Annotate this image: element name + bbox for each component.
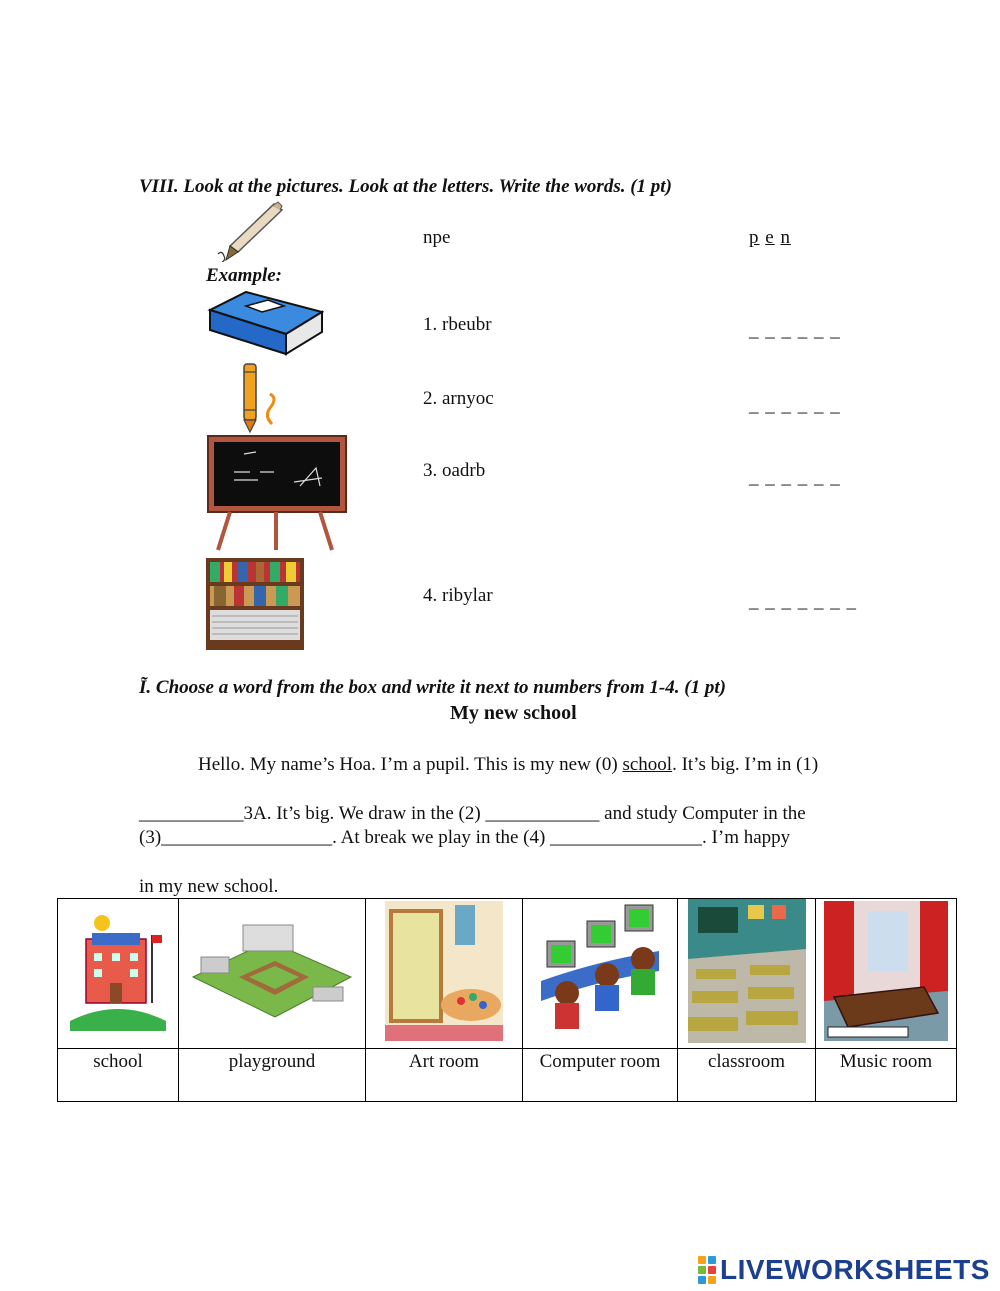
crayon-icon bbox=[236, 358, 284, 434]
passage-line-4: in my new school. bbox=[139, 876, 279, 897]
liveworksheets-logo bbox=[698, 1254, 990, 1286]
passage-title: My new school bbox=[450, 702, 577, 724]
word-box-label: Computer room bbox=[523, 1049, 678, 1102]
word-box-label: playground bbox=[179, 1049, 366, 1102]
example-letters: npe bbox=[423, 227, 451, 248]
word-box-label: school bbox=[58, 1049, 179, 1102]
logo-text: LIVEWORKSHEETS bbox=[720, 1254, 990, 1285]
word-box-table bbox=[57, 898, 957, 1102]
word-box-label: Music room bbox=[816, 1049, 957, 1102]
item-2-letters: 2. arnyoc bbox=[423, 388, 494, 409]
library-icon bbox=[204, 556, 306, 652]
picture-cell bbox=[678, 899, 816, 1049]
item-2-blanks[interactable]: _ _ _ _ _ _ bbox=[749, 395, 841, 416]
passage-line-2[interactable]: ___________3A. It’s big. We draw in the (2) ____________ and study Computer in the bbox=[139, 803, 806, 824]
classroom-icon bbox=[688, 899, 806, 1043]
picture-cell bbox=[58, 899, 179, 1049]
item-1-letters: 1. rbeubr bbox=[423, 314, 492, 335]
word-box-label: classroom bbox=[678, 1049, 816, 1102]
item-4-letters: 4. ribylar bbox=[423, 585, 493, 606]
passage-text: . It’s big. I’m in (1) bbox=[672, 754, 819, 775]
example-answer bbox=[749, 227, 791, 249]
item-1-blanks[interactable]: _ _ _ _ _ _ bbox=[749, 320, 841, 341]
passage-line-3[interactable]: (3)__________________. At break we play in the (4) ________________. I’m happy bbox=[139, 827, 791, 848]
word-box-label: Art room bbox=[366, 1049, 523, 1102]
picture-cell bbox=[366, 899, 523, 1049]
playground-icon bbox=[189, 921, 355, 1021]
music-room-icon bbox=[824, 901, 948, 1041]
passage-line-1 bbox=[198, 754, 818, 776]
computer-room-icon bbox=[537, 901, 663, 1041]
item-3-blanks[interactable]: _ _ _ _ _ _ bbox=[749, 467, 841, 488]
example-word: school bbox=[622, 754, 673, 775]
answer-letter: n bbox=[780, 227, 791, 248]
art-room-icon bbox=[385, 901, 503, 1041]
picture-cell bbox=[816, 899, 957, 1049]
item-3-letters: 3. oadrb bbox=[423, 460, 486, 481]
chalkboard-icon bbox=[204, 432, 350, 556]
answer-letter: e bbox=[765, 227, 775, 248]
picture-cell bbox=[179, 899, 366, 1049]
eraser-icon bbox=[206, 290, 324, 356]
picture-cell bbox=[523, 899, 678, 1049]
item-4-blanks[interactable]: _ _ _ _ _ _ _ bbox=[749, 591, 857, 612]
section-8-heading: VIII. Look at the pictures. Look at the letters. Write the words. (1 pt) bbox=[139, 176, 672, 197]
passage-text: Hello. My name’s Hoa. I’m a pupil. This is my new (0) bbox=[198, 754, 623, 775]
example-label: Example: bbox=[206, 265, 282, 286]
logo-blocks-icon bbox=[698, 1256, 716, 1284]
section-9-heading: Ĩ. Choose a word from the box and write it next to numbers from 1-4. (1 pt) bbox=[139, 677, 726, 698]
school-building-icon bbox=[66, 909, 170, 1033]
pen-icon bbox=[212, 200, 284, 262]
answer-letter: p bbox=[749, 227, 760, 248]
